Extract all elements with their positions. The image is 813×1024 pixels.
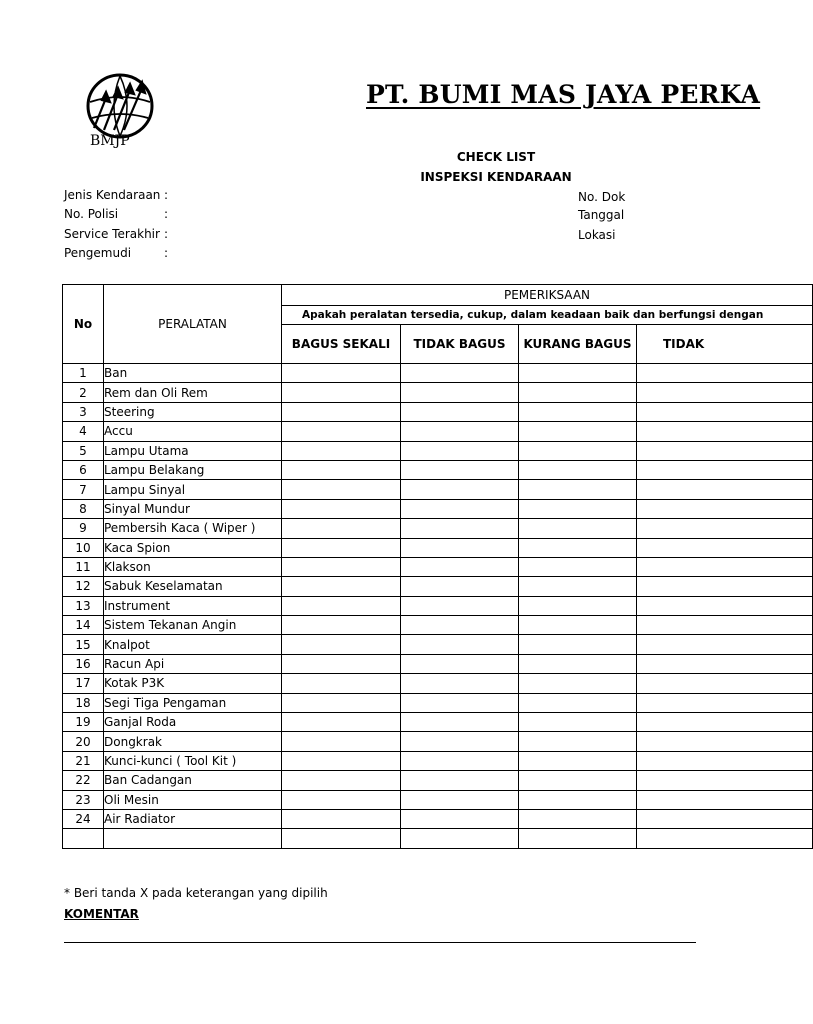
row-number: 2 bbox=[63, 383, 104, 402]
check-cell[interactable] bbox=[401, 771, 519, 790]
table-row bbox=[63, 577, 813, 596]
row-number: 7 bbox=[63, 480, 104, 499]
row-item: Kaca Spion bbox=[104, 538, 282, 557]
check-cell[interactable] bbox=[401, 654, 519, 673]
row-item: Klakson bbox=[104, 557, 282, 576]
row-item: Rem dan Oli Rem bbox=[104, 383, 282, 402]
row-number: 12 bbox=[63, 577, 104, 596]
check-cell[interactable] bbox=[519, 751, 637, 770]
col-header-no: No bbox=[63, 285, 104, 364]
row-number bbox=[63, 829, 104, 848]
field-jenis-kendaraan bbox=[64, 188, 168, 202]
check-cell[interactable] bbox=[282, 829, 401, 848]
table-row bbox=[63, 364, 813, 383]
group-subheader: Apakah peralatan tersedia, cukup, dalam keadaan baik dan berfungsi dengan bbox=[282, 306, 813, 325]
check-cell[interactable] bbox=[282, 635, 401, 654]
table-row bbox=[63, 771, 813, 790]
field-no-polisi bbox=[64, 207, 168, 221]
row-item bbox=[104, 829, 282, 848]
field-no-dok: No. Dok bbox=[578, 190, 626, 204]
row-item: Ganjal Roda bbox=[104, 713, 282, 732]
check-cell[interactable] bbox=[401, 809, 519, 828]
row-number: 14 bbox=[63, 616, 104, 635]
check-cell[interactable] bbox=[637, 616, 813, 635]
table-row bbox=[63, 499, 813, 518]
check-cell[interactable] bbox=[282, 771, 401, 790]
table-row bbox=[63, 596, 813, 615]
check-cell[interactable] bbox=[519, 693, 637, 712]
check-cell[interactable] bbox=[637, 383, 813, 402]
check-cell[interactable] bbox=[637, 402, 813, 421]
table-row bbox=[63, 674, 813, 693]
check-cell[interactable] bbox=[637, 693, 813, 712]
row-item: Kunci-kunci ( Tool Kit ) bbox=[104, 751, 282, 770]
row-item: Lampu Utama bbox=[104, 441, 282, 460]
check-cell[interactable] bbox=[282, 596, 401, 615]
row-item: Racun Api bbox=[104, 654, 282, 673]
row-item: Dongkrak bbox=[104, 732, 282, 751]
check-cell[interactable] bbox=[401, 713, 519, 732]
table-row bbox=[63, 616, 813, 635]
row-item: Sabuk Keselamatan bbox=[104, 577, 282, 596]
row-number: 21 bbox=[63, 751, 104, 770]
table-row bbox=[63, 383, 813, 402]
check-cell[interactable] bbox=[637, 713, 813, 732]
check-cell[interactable] bbox=[282, 713, 401, 732]
row-item: Air Radiator bbox=[104, 809, 282, 828]
check-cell[interactable] bbox=[519, 422, 637, 441]
table-row bbox=[63, 460, 813, 479]
check-cell[interactable] bbox=[637, 364, 813, 383]
instruction-note: * Beri tanda X pada keterangan yang dipilih bbox=[64, 886, 328, 900]
col-header-peralatan: PERALATAN bbox=[104, 285, 282, 364]
field-separator: : bbox=[164, 227, 169, 241]
doc-title: CHECK LIST bbox=[456, 150, 536, 164]
row-number: 4 bbox=[63, 422, 104, 441]
checklist-table-container bbox=[62, 284, 764, 850]
row-number: 3 bbox=[63, 402, 104, 421]
check-cell[interactable] bbox=[637, 441, 813, 460]
row-number: 20 bbox=[63, 732, 104, 751]
table-row bbox=[63, 693, 813, 712]
check-cell[interactable] bbox=[282, 732, 401, 751]
row-item: Accu bbox=[104, 422, 282, 441]
row-number: 11 bbox=[63, 557, 104, 576]
table-row bbox=[63, 713, 813, 732]
check-cell[interactable] bbox=[519, 829, 637, 848]
check-cell[interactable] bbox=[637, 771, 813, 790]
col-header-kurang-bagus: KURANG BAGUS bbox=[519, 325, 637, 364]
row-item: Instrument bbox=[104, 596, 282, 615]
check-cell[interactable] bbox=[519, 674, 637, 693]
check-cell[interactable] bbox=[637, 422, 813, 441]
check-cell[interactable] bbox=[637, 674, 813, 693]
field-service-terakhir bbox=[64, 227, 168, 241]
row-number: 18 bbox=[63, 693, 104, 712]
table-row bbox=[63, 557, 813, 576]
table-row bbox=[63, 441, 813, 460]
check-cell[interactable] bbox=[401, 616, 519, 635]
check-cell[interactable] bbox=[401, 460, 519, 479]
check-cell[interactable] bbox=[401, 441, 519, 460]
table-row bbox=[63, 519, 813, 538]
row-item: Knalpot bbox=[104, 635, 282, 654]
table-row bbox=[63, 790, 813, 809]
doc-subtitle: INSPEKSI KENDARAAN bbox=[420, 170, 572, 184]
row-number: 15 bbox=[63, 635, 104, 654]
field-pengemudi bbox=[64, 246, 168, 260]
check-cell[interactable] bbox=[519, 596, 637, 615]
check-cell[interactable] bbox=[519, 557, 637, 576]
table-row bbox=[63, 751, 813, 770]
check-cell[interactable] bbox=[282, 577, 401, 596]
check-cell[interactable] bbox=[637, 480, 813, 499]
check-cell[interactable] bbox=[282, 383, 401, 402]
row-number: 5 bbox=[63, 441, 104, 460]
check-cell[interactable] bbox=[519, 441, 637, 460]
row-number: 10 bbox=[63, 538, 104, 557]
check-cell[interactable] bbox=[401, 674, 519, 693]
check-cell[interactable] bbox=[282, 460, 401, 479]
check-cell[interactable] bbox=[519, 732, 637, 751]
check-cell[interactable] bbox=[401, 829, 519, 848]
check-cell[interactable] bbox=[637, 557, 813, 576]
check-cell[interactable] bbox=[519, 635, 637, 654]
group-header-pemeriksaan: PEMERIKSAAN bbox=[282, 285, 813, 306]
company-name: PT. BUMI MAS JAYA PERKA bbox=[366, 80, 761, 109]
row-item: Sistem Tekanan Angin bbox=[104, 616, 282, 635]
check-cell[interactable] bbox=[282, 616, 401, 635]
row-item: Steering bbox=[104, 402, 282, 421]
check-cell[interactable] bbox=[282, 402, 401, 421]
field-label: Jenis Kendaraan bbox=[64, 188, 161, 202]
field-separator: : bbox=[164, 207, 169, 221]
check-cell[interactable] bbox=[401, 577, 519, 596]
check-cell[interactable] bbox=[401, 499, 519, 518]
check-cell[interactable] bbox=[519, 402, 637, 421]
row-number: 13 bbox=[63, 596, 104, 615]
check-cell[interactable] bbox=[401, 790, 519, 809]
row-number: 1 bbox=[63, 364, 104, 383]
check-cell[interactable] bbox=[637, 596, 813, 615]
check-cell[interactable] bbox=[519, 654, 637, 673]
check-cell[interactable] bbox=[637, 635, 813, 654]
check-cell[interactable] bbox=[637, 577, 813, 596]
check-cell[interactable] bbox=[282, 499, 401, 518]
check-cell[interactable] bbox=[282, 519, 401, 538]
check-cell[interactable] bbox=[401, 596, 519, 615]
table-row bbox=[63, 809, 813, 828]
check-cell[interactable] bbox=[519, 809, 637, 828]
check-cell[interactable] bbox=[282, 809, 401, 828]
check-cell[interactable] bbox=[282, 364, 401, 383]
check-cell[interactable] bbox=[519, 790, 637, 809]
row-number: 8 bbox=[63, 499, 104, 518]
check-cell[interactable] bbox=[401, 751, 519, 770]
check-cell[interactable] bbox=[637, 460, 813, 479]
row-number: 19 bbox=[63, 713, 104, 732]
check-cell[interactable] bbox=[637, 809, 813, 828]
check-cell[interactable] bbox=[637, 654, 813, 673]
komentar-label: KOMENTAR bbox=[64, 907, 139, 921]
check-cell[interactable] bbox=[519, 616, 637, 635]
table-row bbox=[63, 402, 813, 421]
row-number: 24 bbox=[63, 809, 104, 828]
check-cell[interactable] bbox=[637, 751, 813, 770]
check-cell[interactable] bbox=[401, 480, 519, 499]
check-cell[interactable] bbox=[637, 538, 813, 557]
check-cell[interactable] bbox=[282, 654, 401, 673]
check-cell[interactable] bbox=[282, 790, 401, 809]
check-cell[interactable] bbox=[637, 829, 813, 848]
row-item: Kotak P3K bbox=[104, 674, 282, 693]
col-header-tidak-bagus: TIDAK BAGUS bbox=[401, 325, 519, 364]
check-cell[interactable] bbox=[282, 538, 401, 557]
check-cell[interactable] bbox=[519, 771, 637, 790]
check-cell[interactable] bbox=[637, 732, 813, 751]
field-label: Service Terakhir bbox=[64, 227, 160, 241]
check-cell[interactable] bbox=[519, 383, 637, 402]
check-cell[interactable] bbox=[282, 674, 401, 693]
row-item: Pembersih Kaca ( Wiper ) bbox=[104, 519, 282, 538]
row-item: Segi Tiga Pengaman bbox=[104, 693, 282, 712]
field-label: Pengemudi bbox=[64, 246, 132, 260]
check-cell[interactable] bbox=[401, 732, 519, 751]
row-item: Lampu Sinyal bbox=[104, 480, 282, 499]
field-separator: : bbox=[164, 246, 169, 260]
check-cell[interactable] bbox=[401, 383, 519, 402]
check-cell[interactable] bbox=[401, 538, 519, 557]
row-number: 9 bbox=[63, 519, 104, 538]
check-cell[interactable] bbox=[282, 693, 401, 712]
row-item: Oli Mesin bbox=[104, 790, 282, 809]
check-cell[interactable] bbox=[401, 557, 519, 576]
check-cell[interactable] bbox=[401, 519, 519, 538]
check-cell[interactable] bbox=[519, 519, 637, 538]
row-number: 16 bbox=[63, 654, 104, 673]
check-cell[interactable] bbox=[282, 422, 401, 441]
row-item: Ban bbox=[104, 364, 282, 383]
table-row bbox=[63, 480, 813, 499]
field-lokasi: Lokasi bbox=[578, 228, 616, 242]
check-cell[interactable] bbox=[401, 635, 519, 654]
field-label: No. Polisi bbox=[64, 207, 119, 221]
check-cell[interactable] bbox=[637, 499, 813, 518]
check-cell[interactable] bbox=[401, 422, 519, 441]
check-cell[interactable] bbox=[282, 441, 401, 460]
check-cell[interactable] bbox=[401, 364, 519, 383]
table-row bbox=[63, 829, 813, 848]
table-row bbox=[63, 635, 813, 654]
check-cell[interactable] bbox=[637, 519, 813, 538]
svg-text:BMJP: BMJP bbox=[90, 133, 130, 149]
table-row bbox=[63, 538, 813, 557]
check-cell[interactable] bbox=[519, 713, 637, 732]
check-cell[interactable] bbox=[401, 402, 519, 421]
company-logo bbox=[80, 72, 156, 148]
check-cell[interactable] bbox=[519, 538, 637, 557]
check-cell[interactable] bbox=[401, 693, 519, 712]
check-cell[interactable] bbox=[519, 460, 637, 479]
check-cell[interactable] bbox=[519, 577, 637, 596]
table-row bbox=[63, 422, 813, 441]
row-item: Lampu Belakang bbox=[104, 460, 282, 479]
check-cell[interactable] bbox=[282, 557, 401, 576]
checklist-table bbox=[62, 284, 813, 849]
row-item: Sinyal Mundur bbox=[104, 499, 282, 518]
row-number: 22 bbox=[63, 771, 104, 790]
check-cell[interactable] bbox=[519, 364, 637, 383]
komentar-line[interactable] bbox=[64, 942, 696, 943]
field-tanggal: Tanggal bbox=[578, 208, 625, 222]
check-cell[interactable] bbox=[519, 480, 637, 499]
check-cell[interactable] bbox=[282, 480, 401, 499]
table-row bbox=[63, 732, 813, 751]
check-cell[interactable] bbox=[282, 751, 401, 770]
field-separator: : bbox=[164, 188, 169, 202]
row-number: 23 bbox=[63, 790, 104, 809]
check-cell[interactable] bbox=[519, 499, 637, 518]
check-cell[interactable] bbox=[637, 790, 813, 809]
col-header-bagus-sekali: BAGUS SEKALI bbox=[282, 325, 401, 364]
row-item: Ban Cadangan bbox=[104, 771, 282, 790]
table-row bbox=[63, 654, 813, 673]
col-header-tidak: TIDAK bbox=[637, 325, 813, 364]
row-number: 17 bbox=[63, 674, 104, 693]
row-number: 6 bbox=[63, 460, 104, 479]
